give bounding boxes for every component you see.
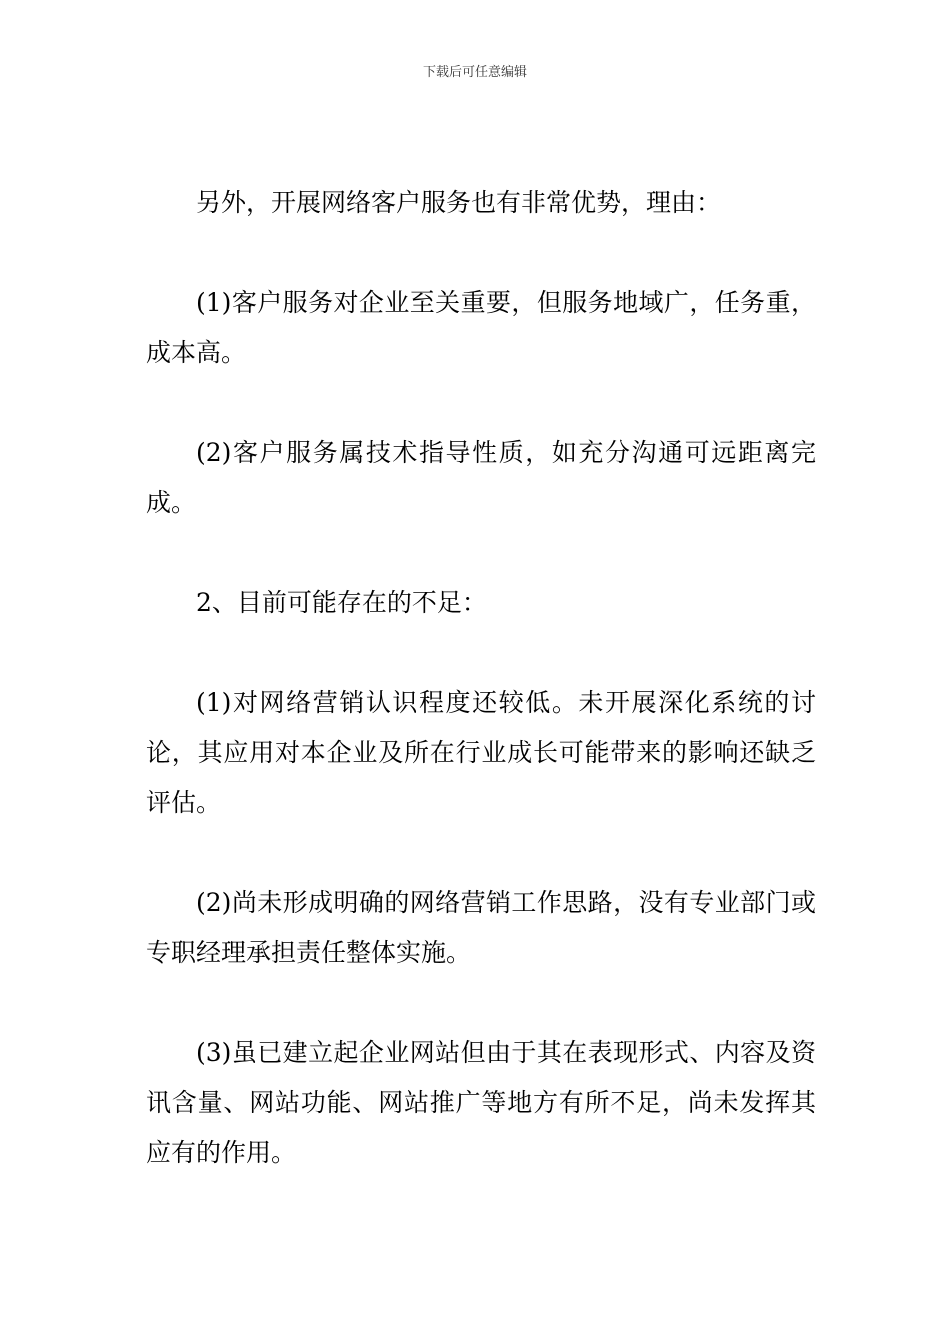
paragraph-shortcoming-3: (3)虽已建立起企业网站但由于其在表现形式、内容及资讯含量、网站功能、网站推广等地方有所不足，尚未发挥其应有的作用。: [146, 1038, 816, 1167]
paragraph-advantages-intro: 另外，开展网络客户服务也有非常优势，理由：: [196, 188, 722, 217]
document-body: [146, 178, 816, 1228]
paragraph-shortcomings-heading: 2、目前可能存在的不足：: [196, 588, 487, 617]
paragraph-advantage-2: (2)客户服务属技术指导性质，如充分沟通可远距离完成。: [146, 438, 816, 517]
paragraph-shortcoming-1: (1)对网络营销认识程度还较低。未开展深化系统的讨论，其应用对本企业及所在行业成长可能带来的影响还缺乏评估。: [146, 688, 816, 817]
paragraph-advantage-1: (1)客户服务对企业至关重要，但服务地域广，任务重，成本高。: [146, 288, 816, 367]
paragraph-shortcoming-2: (2)尚未形成明确的网络营销工作思路，没有专业部门或专职经理承担责任整体实施。: [146, 888, 816, 967]
page-header: 下载后可任意编辑: [422, 65, 527, 80]
